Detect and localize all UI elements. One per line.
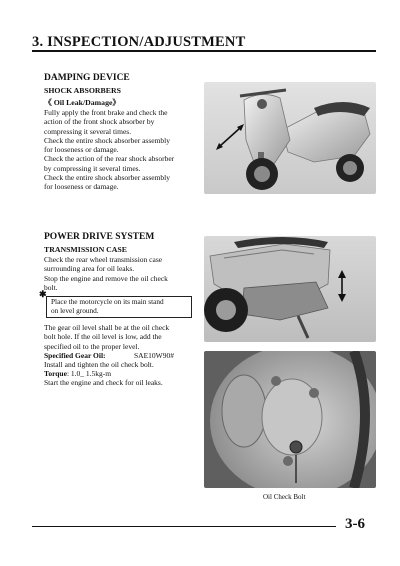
shock-absorbers-subheading: SHOCK ABSORBERS	[44, 86, 121, 95]
spec-gear-oil-row	[44, 351, 106, 360]
damping-line: Check the entire shock absorber assembly	[44, 135, 171, 145]
torque-row	[44, 369, 111, 378]
note-box	[46, 296, 192, 318]
install-line: Install and tighten the oil check bolt.	[44, 360, 154, 369]
scooter-rear-illustration	[204, 236, 376, 342]
power-line: surrounding area for oil leaks.	[44, 264, 135, 274]
scooter-front-photo	[204, 82, 376, 194]
start-engine-line: Start the engine and check for oil leaks.	[44, 378, 163, 387]
footer-rule	[32, 526, 336, 527]
transmission-case-subheading: TRANSMISSION CASE	[44, 245, 127, 254]
damping-line: action of the front shock absorber by	[44, 117, 155, 127]
torque-label: Torque	[44, 369, 67, 378]
power-line: bolt hole. If the oil level is low, add the	[44, 332, 162, 342]
oil-check-bolt-caption: Oil Check Bolt	[263, 493, 306, 501]
oil-check-bolt-photo	[204, 351, 376, 488]
torque-value: : 1.0_ 1.5kg-m	[66, 369, 112, 378]
oil-leak-bullet: 《 Oil Leak/Damage》	[44, 98, 121, 107]
damping-line: Fully apply the front brake and check the	[44, 108, 168, 117]
note-marker-icon: ✱	[39, 289, 47, 299]
power-line: The gear oil level shall be at the oil check	[44, 323, 170, 332]
power-body-1	[44, 255, 168, 292]
damping-line: for looseness or damage.	[44, 182, 119, 192]
damping-heading: DAMPING DEVICE	[44, 73, 130, 83]
power-body-2	[44, 323, 169, 351]
spec-label: Specified Gear Oil:	[44, 351, 106, 360]
note-line: Place the motorcycle on its main stand	[51, 297, 164, 306]
damping-line: by compressing it several times.	[44, 163, 141, 173]
damping-line: Check the action of the rear shock absorber	[44, 154, 175, 164]
scooter-front-illustration	[204, 82, 376, 194]
scooter-rear-photo	[204, 236, 376, 342]
power-line: Check the rear wheel transmission case	[44, 255, 163, 264]
damping-line: Check the entire shock absorber assembly	[44, 173, 171, 183]
power-heading: POWER DRIVE SYSTEM	[44, 232, 155, 242]
spec-value: SAE10W90#	[134, 351, 174, 360]
chapter-rule	[32, 50, 376, 52]
oil-check-bolt-illustration	[204, 351, 376, 488]
damping-line: compressing it several times.	[44, 126, 132, 136]
note-line: on level ground.	[51, 305, 99, 315]
power-line: bolt.	[44, 282, 58, 292]
power-line: Stop the engine and remove the oil check	[44, 273, 168, 283]
page-number: 3-6	[345, 516, 365, 532]
chapter-title: 3. INSPECTION/ADJUSTMENT	[32, 34, 246, 50]
damping-line: for looseness or damage.	[44, 145, 119, 155]
damping-body	[44, 108, 174, 192]
power-line: specified oil to the proper level.	[44, 341, 140, 351]
